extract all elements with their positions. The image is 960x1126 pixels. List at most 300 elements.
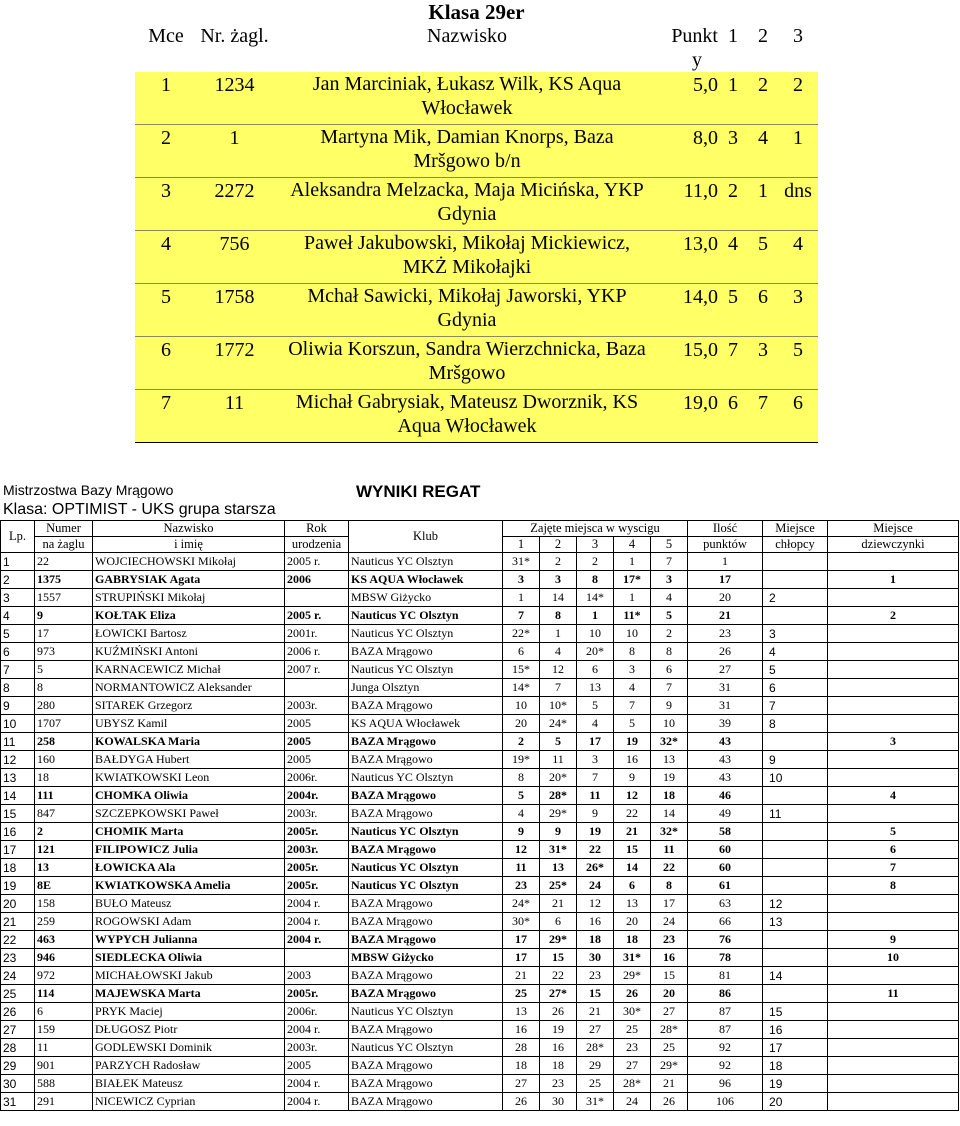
race-3-cell: 15 [577, 985, 614, 1003]
total-points-cell: 87 [688, 1003, 763, 1021]
race-3-cell: 1 [778, 125, 818, 178]
race-5-cell: 11 [651, 841, 688, 859]
girls-place-cell [828, 769, 959, 787]
place-cell: 2 [135, 125, 197, 178]
sailor-name-cell: FILIPOWICZ Julia [93, 841, 285, 859]
sail-number-cell: 158 [35, 895, 93, 913]
boys-place-cell [763, 931, 828, 949]
birth-year-cell: 2005 r. [285, 553, 349, 571]
club-cell: KS AQUA Włocławek [349, 715, 503, 733]
header-ilosc: Ilość [688, 521, 763, 537]
birth-year-cell: 2005 [285, 733, 349, 751]
club-cell: KS AQUA Włocławek [349, 571, 503, 589]
total-points-cell: 87 [688, 1021, 763, 1039]
header-race-4: 4 [614, 537, 651, 553]
sailor-name-cell: PRYK Maciej [93, 1003, 285, 1021]
race-4-cell: 1 [614, 589, 651, 607]
boys-place-cell: 5 [763, 661, 828, 679]
crew-name-line-1: Aleksandra Melzacka, Maja Micińska, YKP [290, 179, 644, 201]
race-3-cell: 5 [577, 697, 614, 715]
club-cell: BAZA Mrągowo [349, 931, 503, 949]
klasa-29er-title: Klasa 29er [428, 0, 525, 24]
race-3-cell: 14* [577, 589, 614, 607]
sail-number-cell: 6 [35, 1003, 93, 1021]
crew-name-line-2: MKŻ Mikołajki [402, 256, 532, 278]
race-3-cell: 29 [577, 1057, 614, 1075]
birth-year-cell: 2006 r. [285, 643, 349, 661]
place-cell: 7 [135, 390, 197, 443]
club-cell: BAZA Mrągowo [349, 643, 503, 661]
club-cell: Nauticus YC Olsztyn [349, 1003, 503, 1021]
header-race-1: 1 [718, 24, 748, 72]
birth-year-cell: 2003r. [285, 1039, 349, 1057]
birth-year-cell: 2005r. [285, 985, 349, 1003]
race-5-cell: 7 [651, 679, 688, 697]
race-2-cell: 2 [540, 553, 577, 571]
race-3-cell: 5 [778, 337, 818, 390]
race-3-cell: 13 [577, 679, 614, 697]
race-5-cell: 17 [651, 895, 688, 913]
race-2-cell: 4 [540, 643, 577, 661]
girls-place-cell: 10 [828, 949, 959, 967]
race-3-cell: 1 [577, 607, 614, 625]
total-points-cell: 21 [688, 607, 763, 625]
race-3-cell: 23 [577, 967, 614, 985]
birth-year-cell [285, 949, 349, 967]
race-2-cell: 18 [540, 1057, 577, 1075]
race-2-cell: 9 [540, 823, 577, 841]
crew-name-line-2: Gdynia [437, 203, 497, 225]
race-1-cell: 20 [503, 715, 540, 733]
birth-year-cell: 2006r. [285, 1003, 349, 1021]
boys-place-cell: 8 [763, 715, 828, 733]
header-lp: Lp. [1, 521, 35, 553]
header-miejsce-dziewczynki: Miejsce [828, 521, 959, 537]
race-5-cell: 8 [651, 643, 688, 661]
race-1-cell: 31* [503, 553, 540, 571]
club-cell: MBSW Giżycko [349, 589, 503, 607]
boys-place-cell: 19 [763, 1075, 828, 1093]
race-1-cell: 21 [503, 967, 540, 985]
sail-number-cell: 1758 [197, 284, 272, 337]
lp-cell: 2 [1, 571, 35, 589]
sail-number-cell: 8E [35, 877, 93, 895]
sailor-name-cell: CHOMIK Marta [93, 823, 285, 841]
sailor-name-cell: KWIATKOWSKI Leon [93, 769, 285, 787]
race-1-cell: 4 [718, 231, 748, 284]
sailor-name-cell: GODLEWSKI Dominik [93, 1039, 285, 1057]
race-2-cell: 7 [748, 390, 778, 443]
header-mce: Mce [135, 24, 197, 72]
results-row [1, 1039, 959, 1057]
girls-place-cell: 7 [828, 859, 959, 877]
sail-number-cell: 13 [35, 859, 93, 877]
points-cell: 15,0 [662, 337, 718, 390]
girls-place-cell: 3 [828, 733, 959, 751]
race-4-cell: 22 [614, 805, 651, 823]
race-1-cell: 22* [503, 625, 540, 643]
race-5-cell: 27 [651, 1003, 688, 1021]
boys-place-cell: 17 [763, 1039, 828, 1057]
race-2-cell: 3 [540, 571, 577, 589]
results-row [1, 787, 959, 805]
race-3-cell: 2 [577, 553, 614, 571]
sail-number-cell: 8 [35, 679, 93, 697]
club-cell: Nauticus YC Olsztyn [349, 769, 503, 787]
lp-cell: 11 [1, 733, 35, 751]
total-points-cell: 96 [688, 1075, 763, 1093]
points-cell: 13,0 [662, 231, 718, 284]
klasa-29er-row [135, 337, 818, 390]
total-points-cell: 31 [688, 679, 763, 697]
boys-place-cell: 11 [763, 805, 828, 823]
race-5-cell: 16 [651, 949, 688, 967]
sailor-name-cell: UBYSZ Kamil [93, 715, 285, 733]
boys-place-cell: 4 [763, 643, 828, 661]
race-4-cell: 8 [614, 643, 651, 661]
results-row [1, 895, 959, 913]
race-4-cell: 15 [614, 841, 651, 859]
girls-place-cell [828, 1021, 959, 1039]
race-2-cell: 16 [540, 1039, 577, 1057]
race-5-cell: 28* [651, 1021, 688, 1039]
club-cell: BAZA Mrągowo [349, 733, 503, 751]
race-4-cell: 6 [614, 877, 651, 895]
lp-cell: 15 [1, 805, 35, 823]
race-1-cell: 2 [503, 733, 540, 751]
race-4-cell: 9 [614, 769, 651, 787]
race-3-cell: 4 [778, 231, 818, 284]
race-1-cell: 7 [503, 607, 540, 625]
birth-year-cell [285, 589, 349, 607]
birth-year-cell: 2004 r. [285, 931, 349, 949]
boys-place-cell: 10 [763, 769, 828, 787]
klasa-29er-row [135, 125, 818, 178]
race-2-cell: 28* [540, 787, 577, 805]
race-4-cell: 10 [614, 625, 651, 643]
birth-year-cell: 2001r. [285, 625, 349, 643]
crew-name-line-1: Jan Marciniak, Łukasz Wilk, KS Aqua [312, 73, 622, 95]
lp-cell: 9 [1, 697, 35, 715]
race-1-cell: 7 [718, 337, 748, 390]
club-cell: Nauticus YC Olsztyn [349, 1039, 503, 1057]
race-3-cell: 26* [577, 859, 614, 877]
race-3-cell: 6 [778, 390, 818, 443]
race-5-cell: 5 [651, 607, 688, 625]
race-3-cell: 4 [577, 715, 614, 733]
header-race-3: 3 [778, 24, 818, 72]
results-header-row-1 [1, 521, 959, 537]
birth-year-cell: 2004 r. [285, 913, 349, 931]
results-row [1, 715, 959, 733]
race-1-cell: 19* [503, 751, 540, 769]
race-2-cell: 29* [540, 805, 577, 823]
race-5-cell: 24 [651, 913, 688, 931]
results-row [1, 931, 959, 949]
race-2-cell: 31* [540, 841, 577, 859]
race-4-cell: 11* [614, 607, 651, 625]
race-1-cell: 25 [503, 985, 540, 1003]
sail-number-cell: 9 [35, 607, 93, 625]
birth-year-cell: 2005 r. [285, 607, 349, 625]
sailor-name-cell: WYPYCH Julianna [93, 931, 285, 949]
birth-year-cell: 2004 r. [285, 1075, 349, 1093]
race-1-cell: 6 [503, 643, 540, 661]
birth-year-cell: 2003r. [285, 841, 349, 859]
club-cell: Nauticus YC Olsztyn [349, 859, 503, 877]
race-3-cell: 8 [577, 571, 614, 589]
girls-place-cell [828, 643, 959, 661]
sailor-name-cell: GABRYSIAK Agata [93, 571, 285, 589]
boys-place-cell [763, 985, 828, 1003]
club-cell: Nauticus YC Olsztyn [349, 661, 503, 679]
results-row [1, 913, 959, 931]
results-row [1, 859, 959, 877]
total-points-cell: 43 [688, 751, 763, 769]
sail-number-cell: 1557 [35, 589, 93, 607]
total-points-cell: 43 [688, 733, 763, 751]
crew-name-cell [272, 284, 662, 337]
race-1-cell: 8 [503, 769, 540, 787]
results-row [1, 1057, 959, 1075]
sail-number-cell: 463 [35, 931, 93, 949]
header-na-zaglu: na żaglu [35, 537, 93, 553]
race-1-cell: 4 [503, 805, 540, 823]
boys-place-cell: 14 [763, 967, 828, 985]
club-cell: BAZA Mrągowo [349, 1093, 503, 1111]
club-cell: BAZA Mrągowo [349, 1021, 503, 1039]
sail-number-cell: 159 [35, 1021, 93, 1039]
sail-number-cell: 847 [35, 805, 93, 823]
sail-number-cell: 2272 [197, 178, 272, 231]
header-klub: Klub [349, 521, 503, 553]
boys-place-cell [763, 607, 828, 625]
boys-place-cell [763, 859, 828, 877]
race-4-cell: 28* [614, 1075, 651, 1093]
race-1-cell: 12 [503, 841, 540, 859]
race-4-cell: 16 [614, 751, 651, 769]
lp-cell: 12 [1, 751, 35, 769]
lp-cell: 23 [1, 949, 35, 967]
girls-place-cell [828, 589, 959, 607]
sail-number-cell: 160 [35, 751, 93, 769]
sail-number-cell: 17 [35, 625, 93, 643]
race-4-cell: 27 [614, 1057, 651, 1075]
race-3-cell: 22 [577, 841, 614, 859]
header-rok: Rok [285, 521, 349, 537]
boys-place-cell [763, 571, 828, 589]
race-3-cell: 3 [778, 284, 818, 337]
sail-number-cell: 1375 [35, 571, 93, 589]
sailor-name-cell: BUŁO Mateusz [93, 895, 285, 913]
results-row [1, 841, 959, 859]
results-row [1, 751, 959, 769]
race-5-cell: 29* [651, 1057, 688, 1075]
girls-place-cell [828, 751, 959, 769]
race-5-cell: 15 [651, 967, 688, 985]
place-cell: 6 [135, 337, 197, 390]
race-1-cell: 18 [503, 1057, 540, 1075]
sailor-name-cell: DŁUGOSZ Piotr [93, 1021, 285, 1039]
club-cell: BAZA Mrągowo [349, 895, 503, 913]
header-chlopcy: chłopcy [763, 537, 828, 553]
race-4-cell: 12 [614, 787, 651, 805]
race-2-cell: 30 [540, 1093, 577, 1111]
club-cell: BAZA Mrągowo [349, 697, 503, 715]
lp-cell: 4 [1, 607, 35, 625]
results-row [1, 697, 959, 715]
results-row [1, 571, 959, 589]
event-title: Mistrzostwa Bazy Mrągowo [3, 482, 174, 498]
race-3-cell: 21 [577, 1003, 614, 1021]
header-zajete-miejsca: Zajęte miejsca w wyscigu [503, 521, 688, 537]
boys-place-cell [763, 841, 828, 859]
race-1-cell: 15* [503, 661, 540, 679]
race-5-cell: 23 [651, 931, 688, 949]
lp-cell: 6 [1, 643, 35, 661]
results-row [1, 877, 959, 895]
sail-number-cell: 291 [35, 1093, 93, 1111]
total-points-cell: 46 [688, 787, 763, 805]
sailor-name-cell: ROGOWSKI Adam [93, 913, 285, 931]
race-4-cell: 13 [614, 895, 651, 913]
girls-place-cell: 9 [828, 931, 959, 949]
birth-year-cell: 2004 r. [285, 1021, 349, 1039]
race-4-cell: 7 [614, 697, 651, 715]
race-2-cell: 4 [748, 125, 778, 178]
place-cell: 3 [135, 178, 197, 231]
klasa-29er-row [135, 178, 818, 231]
sail-number-cell: 1772 [197, 337, 272, 390]
sailor-name-cell: CHOMKA Oliwia [93, 787, 285, 805]
club-cell: Junga Olsztyn [349, 679, 503, 697]
sail-number-cell: 280 [35, 697, 93, 715]
race-2-cell: 24* [540, 715, 577, 733]
sail-number-cell: 121 [35, 841, 93, 859]
race-2-cell: 6 [748, 284, 778, 337]
sail-number-cell: 973 [35, 643, 93, 661]
girls-place-cell [828, 1075, 959, 1093]
race-3-cell: dns [778, 178, 818, 231]
birth-year-cell: 2005 [285, 751, 349, 769]
race-5-cell: 32* [651, 823, 688, 841]
sail-number-cell: 259 [35, 913, 93, 931]
girls-place-cell [828, 697, 959, 715]
crew-name-line-1: Martyna Mik, Damian Knorps, Baza [320, 126, 614, 148]
race-3-cell: 2 [778, 72, 818, 125]
total-points-cell: 31 [688, 697, 763, 715]
boys-place-cell: 13 [763, 913, 828, 931]
race-2-cell: 1 [748, 178, 778, 231]
race-1-cell: 1 [718, 72, 748, 125]
sail-number-cell: 972 [35, 967, 93, 985]
girls-place-cell [828, 1093, 959, 1111]
boys-place-cell [763, 877, 828, 895]
race-1-cell: 26 [503, 1093, 540, 1111]
crew-name-line-2: Aqua Włocławek [397, 415, 537, 437]
boys-place-cell: 2 [763, 589, 828, 607]
total-points-cell: 58 [688, 823, 763, 841]
header-nazwisko: Nazwisko [272, 24, 662, 72]
header-miejsce-chlopcy: Miejsce [763, 521, 828, 537]
race-2-cell: 10* [540, 697, 577, 715]
total-points-cell: 17 [688, 571, 763, 589]
birth-year-cell: 2003 [285, 967, 349, 985]
results-row [1, 985, 959, 1003]
boys-place-cell: 3 [763, 625, 828, 643]
race-3-cell: 25 [577, 1075, 614, 1093]
birth-year-cell: 2006 [285, 571, 349, 589]
results-row [1, 769, 959, 787]
girls-place-cell [828, 661, 959, 679]
club-cell: BAZA Mrągowo [349, 787, 503, 805]
race-4-cell: 5 [614, 715, 651, 733]
lp-cell: 14 [1, 787, 35, 805]
race-5-cell: 20 [651, 985, 688, 1003]
results-row [1, 607, 959, 625]
sailor-name-cell: MAJEWSKA Marta [93, 985, 285, 1003]
race-3-cell: 16 [577, 913, 614, 931]
total-points-cell: 92 [688, 1039, 763, 1057]
race-3-cell: 7 [577, 769, 614, 787]
total-points-cell: 92 [688, 1057, 763, 1075]
girls-place-cell [828, 715, 959, 733]
crew-name-cell [272, 231, 662, 284]
results-row [1, 625, 959, 643]
total-points-cell: 61 [688, 877, 763, 895]
klasa-29er-row [135, 390, 818, 443]
total-points-cell: 39 [688, 715, 763, 733]
lp-cell: 7 [1, 661, 35, 679]
girls-place-cell [828, 1003, 959, 1021]
place-cell: 1 [135, 72, 197, 125]
race-1-cell: 14* [503, 679, 540, 697]
total-points-cell: 1 [688, 553, 763, 571]
sail-number-cell: 2 [35, 823, 93, 841]
race-3-cell: 10 [577, 625, 614, 643]
sail-number-cell: 11 [197, 390, 272, 443]
race-3-cell: 9 [577, 805, 614, 823]
klasa-29er-table [135, 24, 818, 443]
klasa-29er-header-row [135, 24, 818, 72]
optimist-results-table [0, 520, 959, 1111]
race-2-cell: 29* [540, 931, 577, 949]
race-3-cell: 12 [577, 895, 614, 913]
race-1-cell: 9 [503, 823, 540, 841]
girls-place-cell: 4 [828, 787, 959, 805]
race-4-cell: 19 [614, 733, 651, 751]
race-3-cell: 3 [577, 751, 614, 769]
lp-cell: 13 [1, 769, 35, 787]
sail-number-cell: 258 [35, 733, 93, 751]
header-i-imie: i imię [93, 537, 285, 553]
boys-place-cell: 7 [763, 697, 828, 715]
sailor-name-cell: MICHAŁOWSKI Jakub [93, 967, 285, 985]
sailor-name-cell: KUŹMIŃSKI Antoni [93, 643, 285, 661]
sail-number-cell: 946 [35, 949, 93, 967]
total-points-cell: 86 [688, 985, 763, 1003]
place-cell: 5 [135, 284, 197, 337]
birth-year-cell: 2004 r. [285, 895, 349, 913]
crew-name-line-1: Oliwia Korszun, Sandra Wierzchnicka, Baza [288, 338, 646, 360]
race-3-cell: 27 [577, 1021, 614, 1039]
race-1-cell: 3 [503, 571, 540, 589]
girls-place-cell: 5 [828, 823, 959, 841]
race-2-cell: 5 [748, 231, 778, 284]
race-4-cell: 21 [614, 823, 651, 841]
class-title: Klasa: OPTIMIST - UKS grupa starsza [3, 501, 276, 518]
race-5-cell: 32* [651, 733, 688, 751]
